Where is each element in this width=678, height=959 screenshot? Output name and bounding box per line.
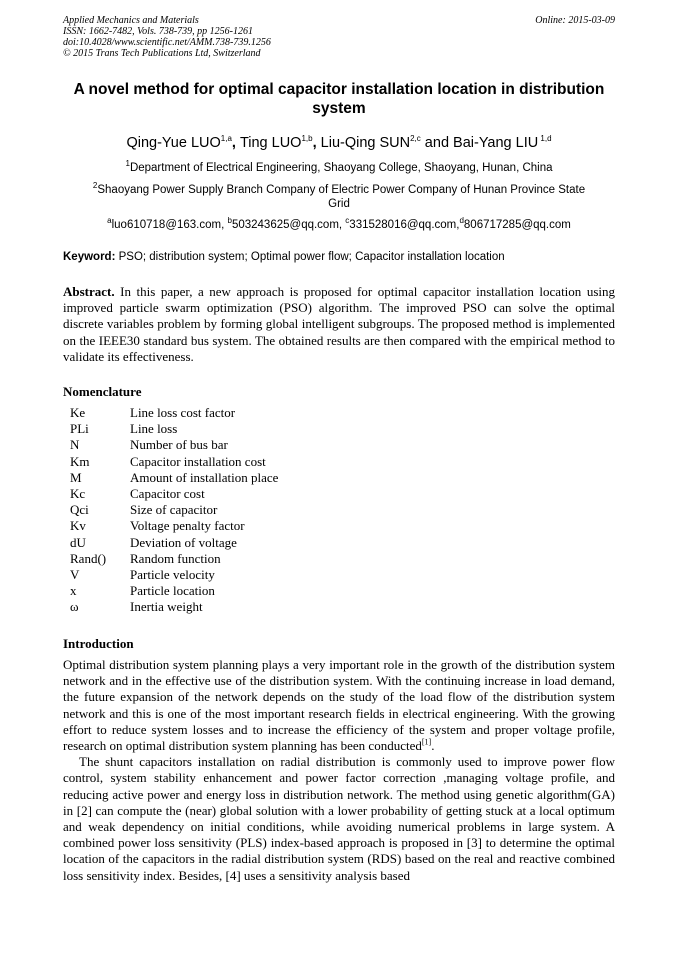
nomenclature-definition: Line loss cost factor bbox=[130, 405, 236, 420]
introduction-body bbox=[63, 657, 615, 884]
abstract-text: In this paper, a new approach is proposed for optimal capacitor installation location using improved particle swarm optimization (PSO) algorithm. The improved PSO can solve the optimal discrete variables problem by forming global intelligent subgroups. The proposed method is implemented on the IEEE30 standard bus system. The obtained results are then compared with the empirical method to validate its effectiveness. bbox=[63, 284, 615, 364]
author-name: Liu-Qing SUN bbox=[320, 134, 411, 151]
nomenclature-symbol: V bbox=[70, 566, 80, 582]
affiliation-text: Shaoyang Power Supply Branch Company of Electric Power Company of Hunan Province State bbox=[97, 183, 586, 196]
nomenclature-definition: Number of bus bar bbox=[130, 437, 228, 453]
email-sup: b bbox=[227, 216, 232, 225]
citation: [1] bbox=[421, 737, 432, 747]
abstract bbox=[63, 284, 615, 365]
email-list bbox=[40, 214, 638, 232]
nomenclature-symbol: Ke bbox=[70, 405, 86, 420]
nomenclature-definition: Particle velocity bbox=[130, 566, 215, 582]
author-sep: , bbox=[312, 134, 321, 151]
affiliation-1 bbox=[55, 157, 623, 175]
nomenclature-definition: Line loss bbox=[130, 421, 178, 437]
nomenclature-definition: Deviation of voltage bbox=[130, 534, 237, 550]
nomenclature-symbol: x bbox=[70, 583, 77, 599]
introduction-paragraph-1 bbox=[63, 657, 615, 754]
paper-title bbox=[50, 80, 628, 118]
author-list bbox=[40, 130, 638, 152]
nomenclature-symbol: Kc bbox=[70, 485, 86, 501]
keywords bbox=[63, 250, 623, 264]
affiliation-text: Department of Electrical Engineering, Shaoyang College, Shaoyang, Hunan, China bbox=[129, 161, 553, 174]
author-sup: 1,a bbox=[220, 134, 232, 143]
keyword-label: Keyword: bbox=[63, 251, 116, 263]
email-sup: d bbox=[459, 216, 464, 225]
email: 806717285@qq.com bbox=[463, 218, 571, 231]
introduction-heading: Introduction bbox=[63, 636, 134, 651]
nomenclature-symbol: Rand() bbox=[70, 550, 107, 566]
title-line-2: system bbox=[312, 100, 366, 117]
introduction-paragraph-2: The shunt capacitors installation on radial distribution is commonly used to improve power flow control, system stability enhancement and power factor correction ,managing voltage profile, and reducing active power and energy loss in distribution network. The method using genetic algorithm(GA) in [2] can compute the (near) global solution with a lower probability of getting stuck at a local optimum and weak dependency on initial conditions, while avoiding numerical problems in large system. A combined power loss sensitivity (PLS) index-based approach is proposed in [3] to determine the optimal location of the capacitors in the radial distribution system (RDS) based on the real and reactive combined loss sensitivity index. Besides, [4] uses a sensitivity analysis based bbox=[63, 754, 615, 883]
nomenclature-definition: Capacitor installation cost bbox=[130, 453, 266, 469]
nomenclature-definition: Random function bbox=[130, 550, 221, 566]
nomenclature-symbol: ω bbox=[70, 599, 79, 615]
author-sup: 1,b bbox=[301, 134, 313, 143]
affiliation-2 bbox=[55, 179, 623, 211]
nomenclature-definition: Amount of installation place bbox=[130, 469, 279, 485]
nomenclature-symbol: N bbox=[70, 437, 80, 453]
nomenclature-definition: Capacitor cost bbox=[130, 485, 205, 501]
online-date: Online: 2015-03-09 bbox=[535, 15, 615, 26]
author-name: Bai-Yang LIU bbox=[453, 134, 539, 151]
nomenclature-symbol: Km bbox=[70, 453, 90, 469]
issn-line: ISSN: 1662-7482, Vols. 738-739, pp 1256-1261 bbox=[63, 26, 253, 37]
nomenclature-symbol: Kv bbox=[70, 518, 86, 534]
author-sep: , bbox=[231, 134, 240, 151]
abstract-label: Abstract. bbox=[63, 284, 115, 299]
author-sep: and bbox=[420, 134, 454, 151]
journal-name: Applied Mechanics and Materials bbox=[63, 15, 199, 26]
nomenclature-symbol: PLi bbox=[70, 421, 89, 437]
paragraph-end: . bbox=[431, 738, 435, 754]
nomenclature-definition: Voltage penalty factor bbox=[130, 518, 245, 534]
nomenclature-symbol: Qci bbox=[70, 502, 89, 518]
email: 331528016@qq.com, bbox=[349, 218, 460, 231]
email-sup: a bbox=[107, 216, 112, 225]
affiliation-sup: 1 bbox=[125, 159, 130, 168]
nomenclature-definition: Size of capacitor bbox=[130, 502, 218, 518]
title-line-1: A novel method for optimal capacitor installation location in distribution bbox=[73, 81, 605, 98]
author-sup: 1,d bbox=[538, 134, 552, 143]
author-name: Qing-Yue LUO bbox=[126, 134, 221, 151]
nomenclature-symbol: dU bbox=[70, 534, 86, 550]
affiliation-sup: 2 bbox=[92, 181, 98, 190]
email-sup: c bbox=[345, 216, 350, 225]
nomenclature-symbol: M bbox=[70, 469, 82, 485]
journal-header bbox=[63, 15, 615, 59]
email: 503243625@qq.com, bbox=[231, 218, 346, 231]
author-name: Ting LUO bbox=[239, 134, 302, 151]
doi-line: doi:10.4028/www.scientific.net/AMM.738-739.1256 bbox=[63, 37, 271, 48]
nomenclature-definition: Particle location bbox=[130, 583, 215, 599]
paragraph-text: Optimal distribution system planning plays a very important role in the growth of the distribution system network and in the effective use of the distribution system. With the continuing increase in load demand, the future expansion of the network depends on the study of the load flow of the distribution system network and this is one of the most important research fields in electrical engineering. With the growing effort to reduce system losses and to increase the efficiency of the system and proper voltage profile, research on optimal distribution system planning has been conducted bbox=[63, 657, 615, 754]
nomenclature-definition: Inertia weight bbox=[130, 599, 203, 615]
author-sup: 2,c bbox=[410, 134, 421, 143]
nomenclature-heading: Nomenclature bbox=[63, 384, 142, 399]
email: luo610718@163.com, bbox=[111, 218, 228, 231]
keyword-text: PSO; distribution system; Optimal power flow; Capacitor installation location bbox=[115, 251, 505, 263]
affiliation-text: Grid bbox=[328, 197, 350, 210]
copyright-line: © 2015 Trans Tech Publications Ltd, Switzerland bbox=[63, 48, 261, 59]
